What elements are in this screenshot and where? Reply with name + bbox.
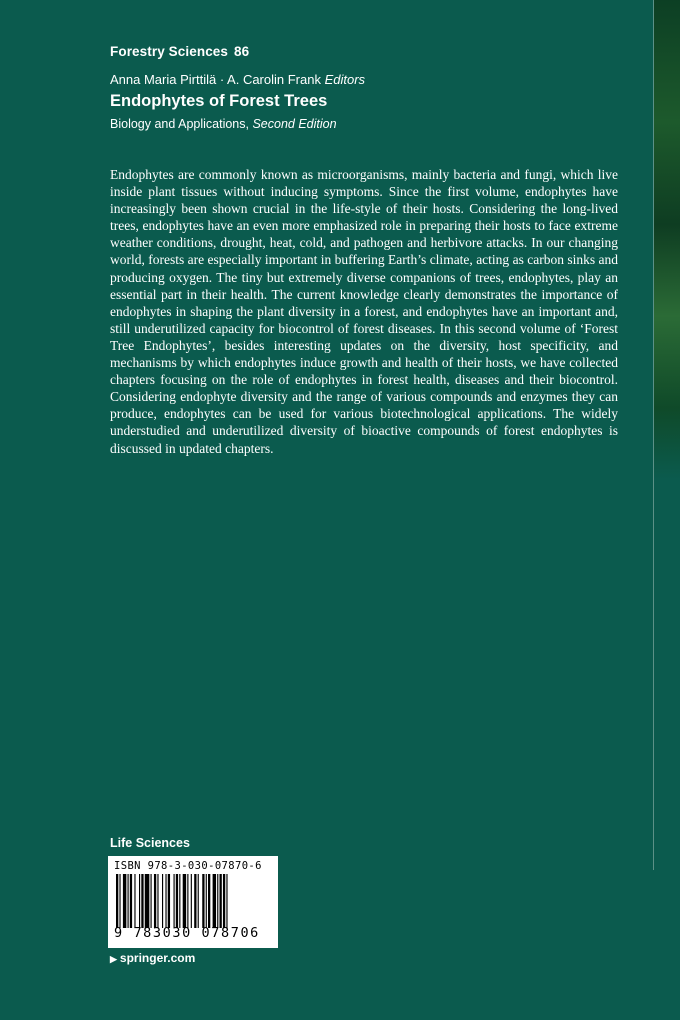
spine-photo-strip [654, 0, 680, 1020]
editors-role: Editors [324, 72, 366, 87]
barcode-bars [114, 874, 272, 928]
book-edition: Second Edition [252, 117, 337, 131]
arrow-icon: ▶ [110, 954, 117, 964]
editors-line [110, 72, 365, 87]
series-name: Forestry Sciences [110, 44, 229, 59]
book-subtitle: Biology and Applications, [110, 117, 249, 131]
book-title: Endophytes of Forest Trees [110, 92, 328, 110]
isbn-barcode [108, 856, 278, 948]
isbn-label: ISBN 978-3-030-07870-6 [114, 860, 262, 872]
series-number: 86 [234, 44, 250, 59]
series-heading [110, 44, 249, 59]
website-url: springer.com [119, 951, 196, 965]
book-description: Endophytes are commonly known as microorganisms, mainly bacteria and fungi, which live inside plant tissues without inducing symptoms. Since the first volume, endophytes have increasingly been shown crucial in the life-style of their hosts. Considering the long-lived trees, endophytes have an even more emphasized role in preparing their hosts to face extreme weather conditions, drought, heat, cold, and pathogen and herbivore attacks. In our changing world, forests are especially important in buffering Earth’s climate, acting as carbon sinks and producing oxygen. The tiny but extremely diverse companions of trees, endophytes, play an essential part in their health. The current knowledge clearly demonstrates the importance of endophytes in shaping the plant diversity in a forest, and endophytes have an important and, still underutilized capacity for biocontrol of forest diseases. In this second volume of ‘Forest Tree Endophytes’, besides interesting updates on the diversity, host specificity, and mechanisms by which endophytes induce growth and health of their hosts, we have collected chapters focusing on the role of endophytes in forest health, diseases and their biocontrol. Considering endophyte diversity and the range of various compounds and enzymes they can produce, endophytes can be used for various biotechnological applications. The widely understudied and underutilized diversity of bioactive compounds of forest endophytes is discussed in updated chapters. [110, 167, 618, 456]
publisher-website [110, 951, 195, 965]
subject-category: Life Sciences [110, 836, 190, 850]
book-subtitle-line [110, 117, 337, 131]
editor-names: Anna Maria Pirttilä · A. Carolin Frank [110, 72, 321, 87]
barcode-digits: 9 783030 078706 [114, 925, 260, 941]
